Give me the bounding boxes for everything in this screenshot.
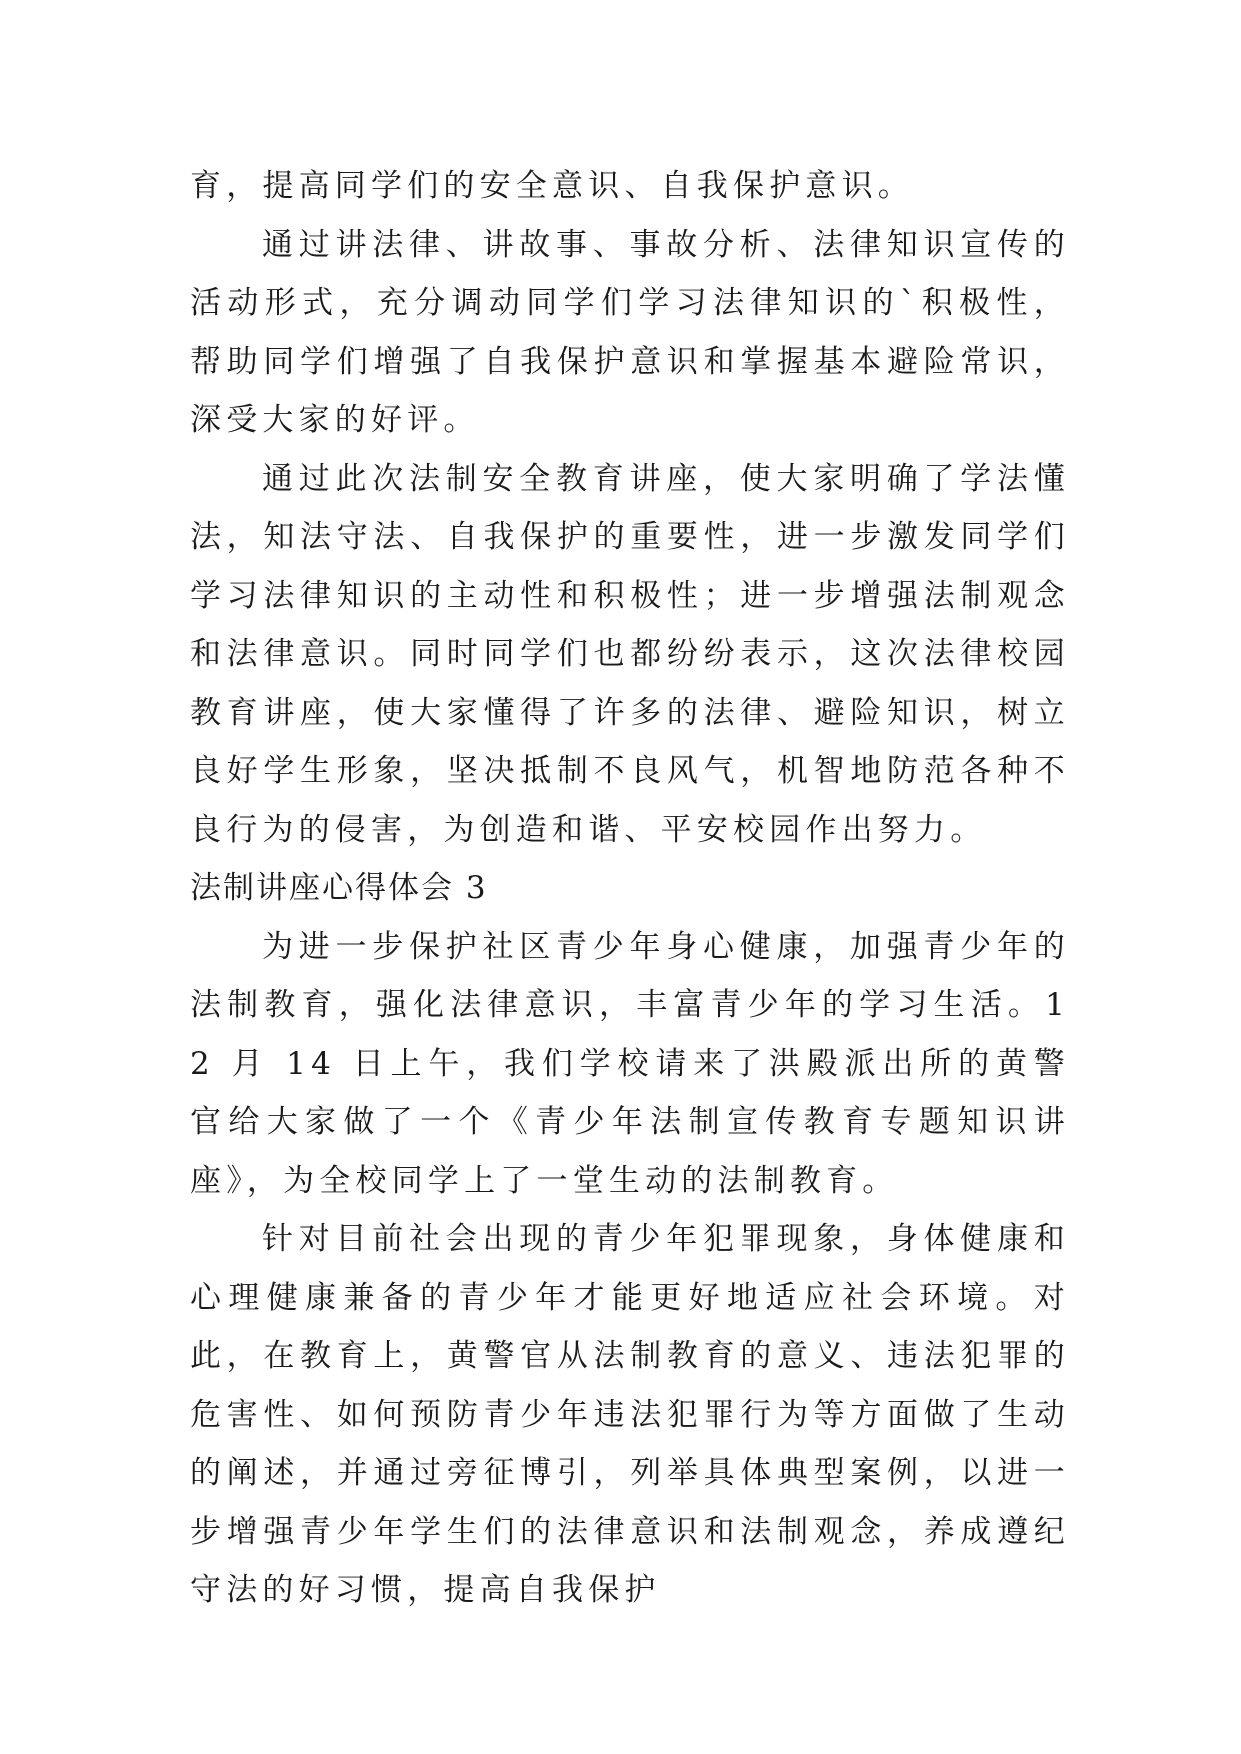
paragraph-continuation: 育，提高同学们的安全意识、自我保护意识。: [190, 168, 914, 204]
section-title: 法制讲座心得体会 3: [190, 870, 488, 906]
document-body: [190, 157, 1070, 1620]
paragraph-lecture-intro: 为进一步保护社区青少年身心健康，加强青少年的法制教育，强化法律意识，丰富青少年的学习生活。12 月 14 日上午，我们学校请来了洪殿派出所的黄警官给大家做了一个《青少年法制宣传教育专题知识讲座》，为全校同学上了一堂生动的法制教育。: [190, 928, 1070, 1199]
paragraph-lecture-outcome: 通过此次法制安全教育讲座，使大家明确了学法懂法，知法守法、自我保护的重要性，进一步激发同学们学习法律知识的主动性和积极性；进一步增强法制观念和法律意识。同时同学们也都纷纷表示，这次法律校园教育讲座，使大家懂得了许多的法律、避险知识，树立良好学生形象，坚决抵制不良风气，机智地防范各种不良行为的侵害，为创造和谐、平安校园作出努力。: [190, 460, 1070, 848]
paragraph-activity-form: 通过讲法律、讲故事、事故分析、法律知识宣传的活动形式，充分调动同学们学习法律知识的`积极性，帮助同学们增强了自我保护意识和掌握基本避险常识，深受大家的好评。: [190, 226, 1070, 438]
paragraph-lecture-content: 针对目前社会出现的青少年犯罪现象，身体健康和心理健康兼备的青少年才能更好地适应社会环境。对此，在教育上，黄警官从法制教育的意义、违法犯罪的危害性、如何预防青少年违法犯罪行为等方面做了生动的阐述，并通过旁征博引，列举具体典型案例，以进一步增强青少年学生们的法律意识和法制观念，养成遵纪守法的好习惯，提高自我保护: [190, 1221, 1070, 1608]
